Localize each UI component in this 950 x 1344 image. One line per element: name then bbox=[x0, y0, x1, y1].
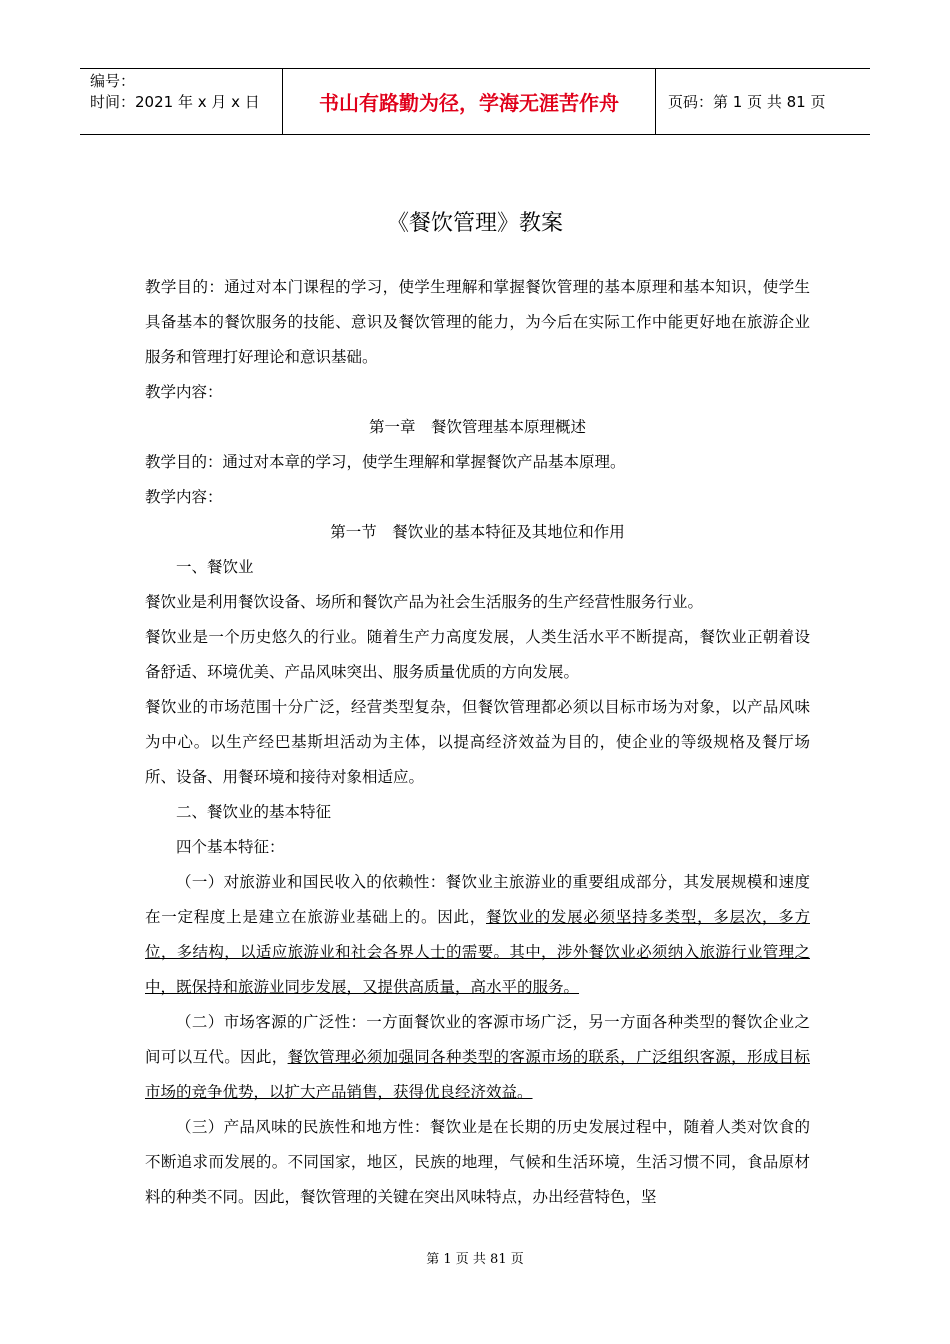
feature-paragraph: （三）产品风味的民族性和地方性：餐饮业是在长期的历史发展过程中，随着人类对饮食的不断追求而发展的。不同国家，地区，民族的地理，气候和生活环境，生活习惯不同，食品原材料的种类不同。因此，餐饮管理的关键在突出风味特点，办出经营特色，坚 bbox=[145, 1118, 810, 1206]
time-label: 时间：2021 年 x 月 x 日 bbox=[90, 93, 260, 111]
underlined-text: 餐饮管理必须加强同各种类型的客源市场的联系，广泛组织客源，形成目标市场的竞争优势，以扩大产品销售，获得优良经济效益。 bbox=[145, 1048, 810, 1101]
paragraph: 餐饮业是利用餐饮设备、场所和餐饮产品为社会生活服务的生产经营性服务行业。 bbox=[145, 593, 704, 611]
paragraph: 教学目的：通过对本章的学习，使学生理解和掌握餐饮产品基本原理。 bbox=[145, 453, 626, 471]
subheading: 一、餐饮业 bbox=[176, 558, 254, 576]
feature-text: （一）对旅游业和国民收入的依赖性：餐饮业主旅游业的重要组成部分，其发展规模和速度在一定程度上是建立在旅游业基础上的。因此， bbox=[145, 873, 810, 926]
paragraph: 教学目的：通过对本门课程的学习，使学生理解和掌握餐饮管理的基本原理和基本知识，使学生具备基本的餐饮服务的技能、意识及餐饮管理的能力，为今后在实际工作中能更好地在旅游企业服务和管理打好理论和意识基础。 bbox=[145, 278, 810, 366]
header-meta bbox=[80, 69, 283, 134]
paragraph: 教学内容： bbox=[145, 488, 223, 506]
document-body bbox=[145, 270, 810, 1215]
chapter-heading: 第一章 餐饮管理基本原理概述 bbox=[368, 418, 586, 436]
paragraph: 餐饮业是一个历史悠久的行业。随着生产力高度发展，人类生活水平不断提高，餐饮业正朝着设备舒适、环境优美、产品风味突出、服务质量优质的方向发展。 bbox=[145, 628, 810, 681]
number-label: 编号： bbox=[90, 72, 136, 90]
subheading: 二、餐饮业的基本特征 bbox=[176, 803, 332, 821]
feature-paragraph bbox=[145, 865, 810, 1005]
page-info: 页码：第 1 页 共 81 页 bbox=[668, 93, 826, 111]
feature-paragraph bbox=[145, 1005, 810, 1110]
page-header bbox=[80, 68, 870, 135]
page-footer: 第 1 页 共 81 页 bbox=[426, 1252, 524, 1267]
paragraph: 教学内容： bbox=[145, 383, 223, 401]
section-heading: 第一节 餐饮业的基本特征及其地位和作用 bbox=[330, 523, 625, 541]
underlined-text: 餐饮业的发展必须坚持多类型，多层次，多方位，多结构，以适应旅游业和社会各界人士的需要。其中，涉外餐饮业必须纳入旅游行业管理之中，既保持和旅游业同步发展，又提供高质量，高水平的服务。 bbox=[145, 908, 810, 996]
motto: 书山有路勤为径，学海无涯苦作舟 bbox=[283, 69, 656, 134]
feature-text: （二）市场客源的广泛性：一方面餐饮业的客源市场广泛，另一方面各种类型的餐饮企业之间可以互代。因此， bbox=[145, 1013, 810, 1066]
subheading: 四个基本特征： bbox=[176, 838, 285, 856]
document-title: 《餐饮管理》教案 bbox=[386, 211, 563, 236]
paragraph: 餐饮业的市场范围十分广泛，经营类型复杂，但餐饮管理都必须以目标市场为对象，以产品风味为中心。以生产经巴基斯坦活动为主体，以提高经济效益为目的，使企业的等级规格及餐厅场所、设备、用餐环境和接待对象相适应。 bbox=[145, 698, 810, 786]
